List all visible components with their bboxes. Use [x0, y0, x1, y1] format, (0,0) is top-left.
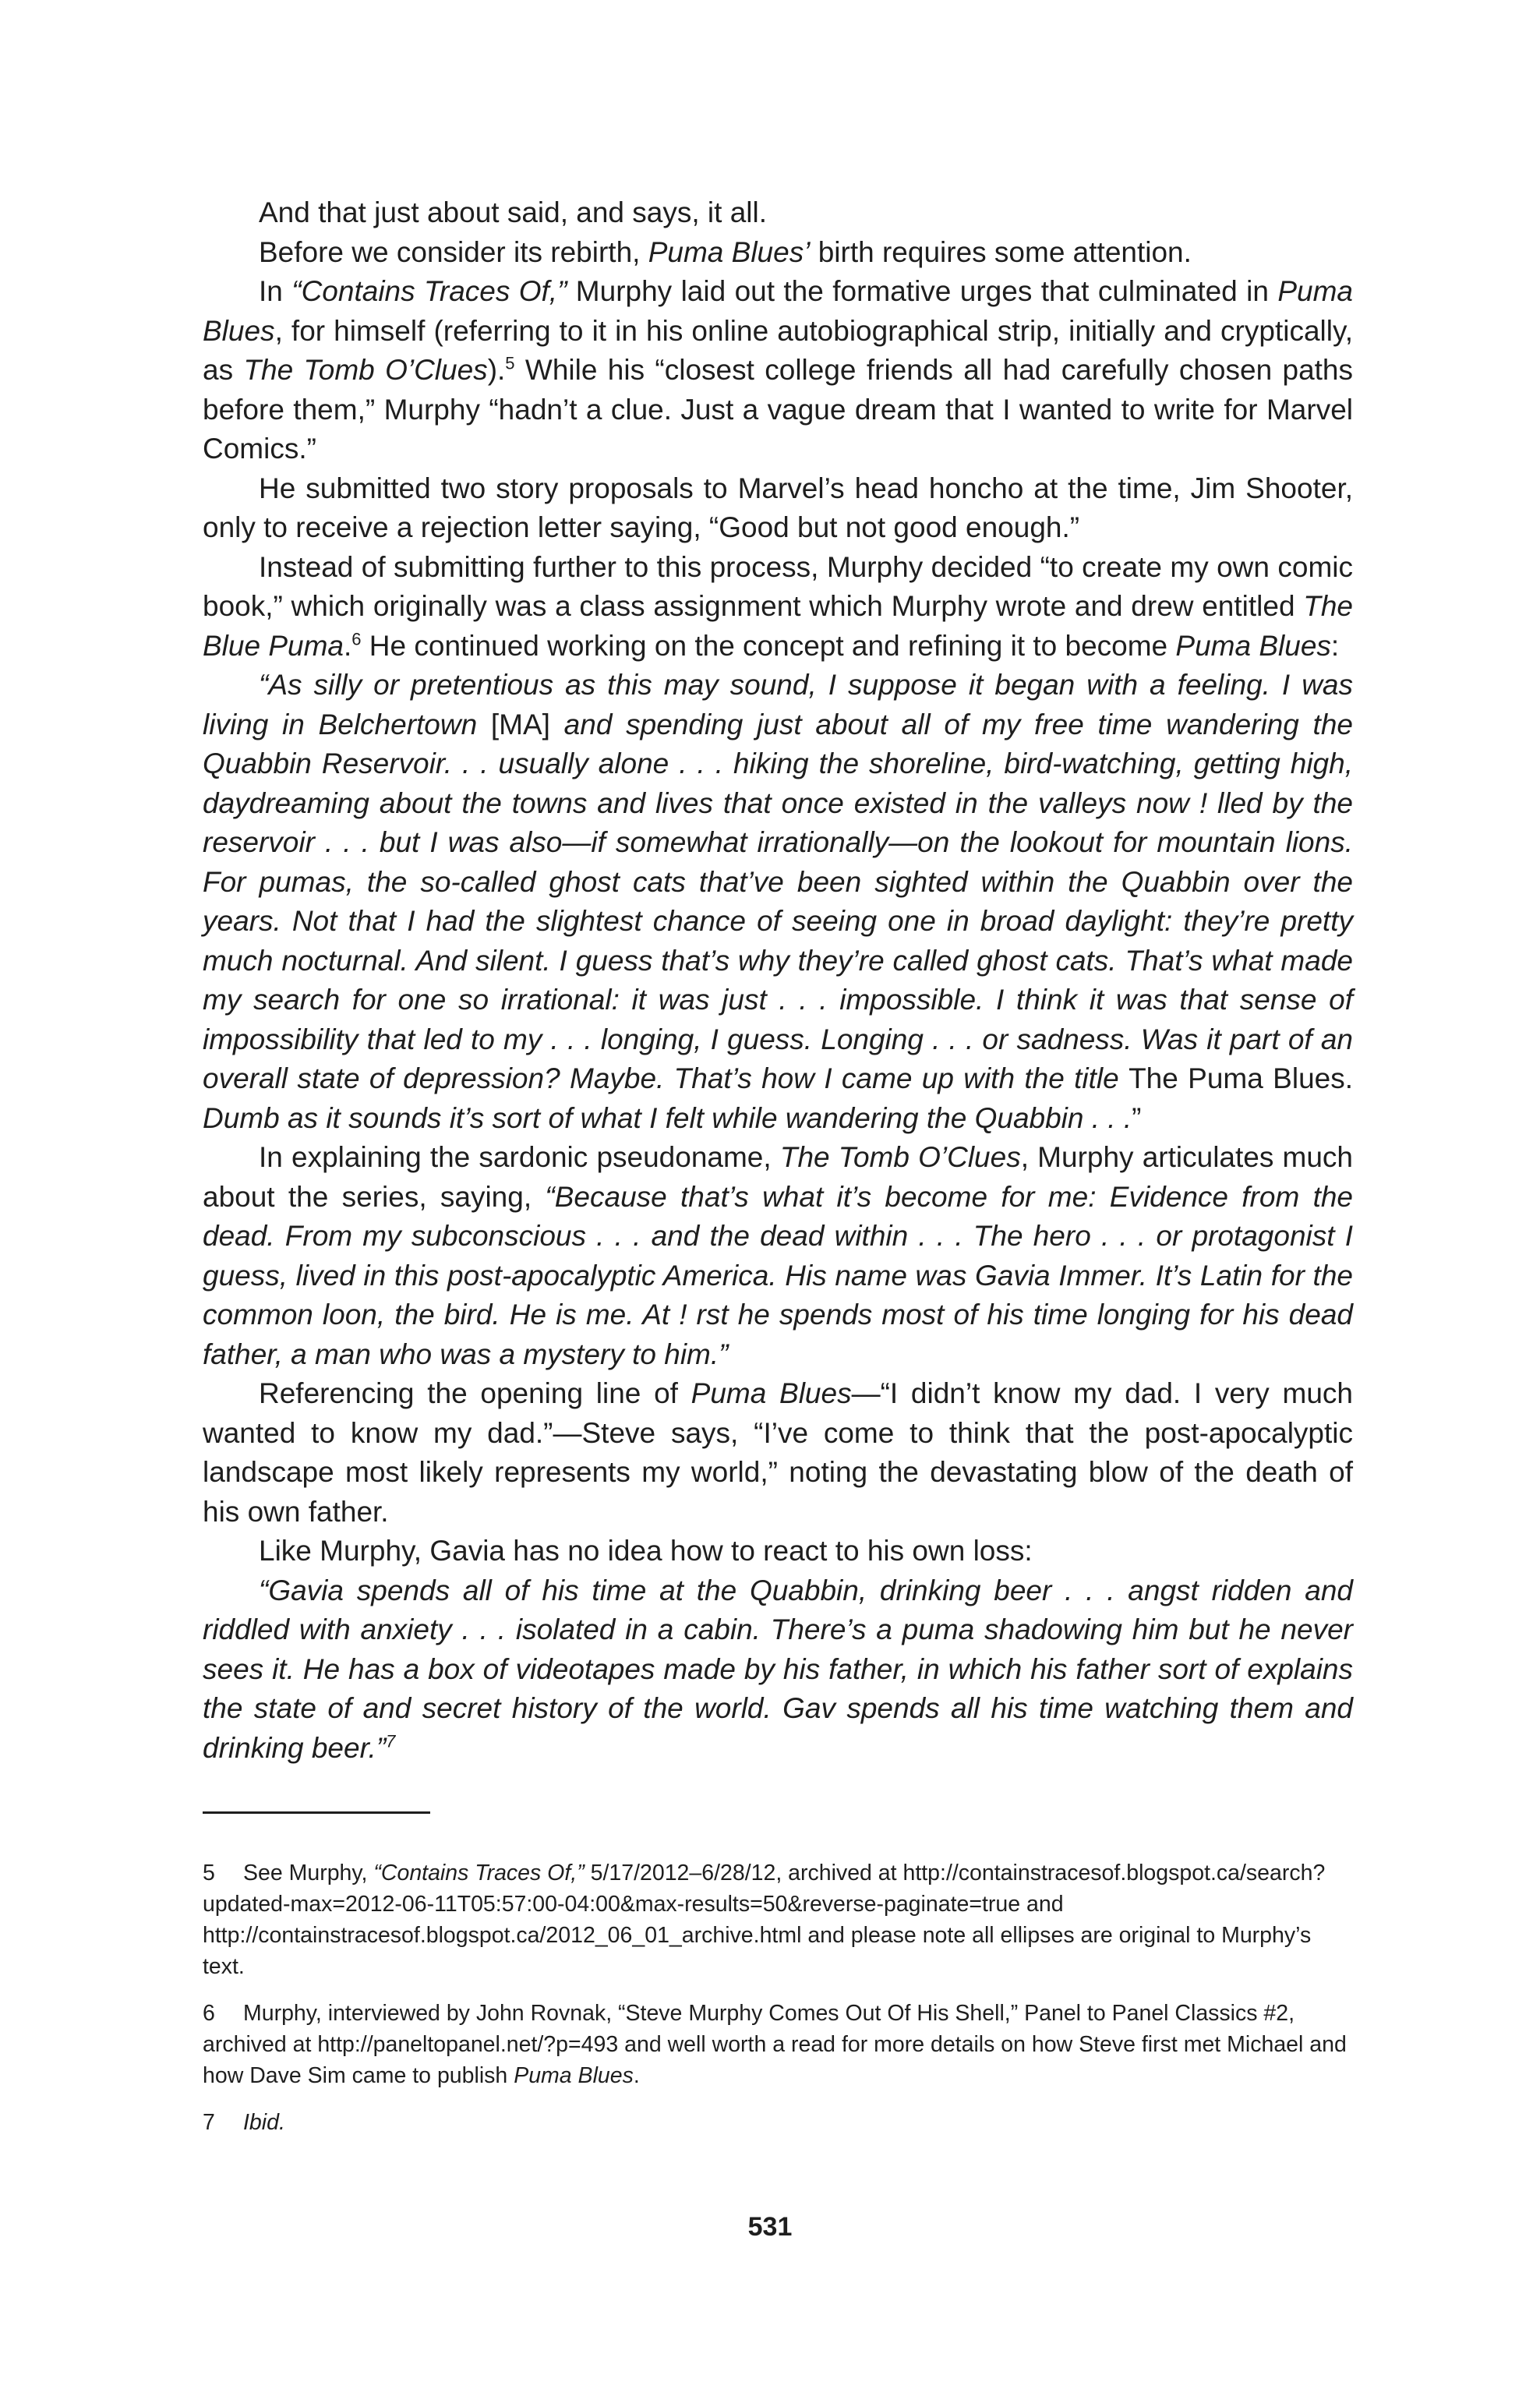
paragraph: Instead of submitting further to this process, Murphy decided “to create my own comic book,” which originally was a class assignment which Murphy wrote and drew entitled The Blue Puma.$^6$ He continued working on the concept and refining it to become Puma Blues: — [203, 550, 1353, 662]
block-quote: “As silly or pretentious as this may sound, I suppose it began with a feeling. I was living in Belchertown [MA] and spending just about all of my free time wandering the Quabbin Reservoir. . . usually alone . . . hiking the shoreline, bird-watching, getting high, daydreaming about the towns and lives that once existed in the valleys now ! lled by the reservoir . . . but I was also—if somewhat irrationally—on the lookout for mountain lions. For pumas, the so-called ghost cats that’ve been sighted within the Quabbin over the years. Not that I had the slightest chance of seeing one in broad daylight: they’re pretty much nocturnal. And silent. I guess that’s why they’re called ghost cats. That’s what made my search for one so irrational: it was just . . . impossible. I think it was that sense of impossibility that led to my . . . longing, I guess. Longing . . . or sadness. Was it part of an overall state of depression? Maybe. That’s how I came up with the title The Puma Blues. Dumb as it sounds it’s sort of what I felt while wandering the Quabbin . . .” — [203, 669, 1354, 1134]
paragraph: And that just about said, and says, it all. — [259, 196, 767, 228]
footnote-5: 5 See Murphy, “Contains Traces Of,” 5/17/2012–6/28/12, archived at http://containstracesof.blogspot.ca/search?updated-max=2012-06-11T05:57:00-04:00&max-results=50&reverse-paginate=true and http://containstracesof.blogspot.ca/2012_06_01_archive.html and please note all ellipses are original to Murphy’s text. — [203, 1857, 1353, 1982]
paragraph: Like Murphy, Gavia has no idea how to react to his own loss: — [259, 1535, 1033, 1567]
footnote-number: 5 — [203, 1861, 215, 1885]
paragraph: Referencing the opening line of Puma Blues—“I didn’t know my dad. I very much wanted to know my dad.”—Steve says, “I’ve come to think that the post-apocalyptic landscape most likely represents my world,” noting the devastating blow of the death of his own father. — [203, 1377, 1354, 1528]
paragraph: In explaining the sardonic pseudoname, The Tomb O’Clues, Murphy articulates much about the series, saying, “Because that’s what it’s become for me: Evidence from the dead. From my subconscious . . . and the dead within . . . The hero . . . or protagonist I guess, lived in this post-apocalyptic America. His name was Gavia Immer. It’s Latin for the common loon, the bird. He is me. At ! rst he spends most of his time longing for his dead father, a man who was a mystery to him.” — [203, 1141, 1353, 1370]
italic-title: “Contains Traces Of,” — [291, 275, 567, 307]
footnote-ref-6[interactable]: 6 — [351, 629, 362, 649]
footnote-6: 6 Murphy, interviewed by John Rovnak, “Steve Murphy Comes Out Of His Shell,” Panel to Panel Classics #2, archived at http://paneltopanel.net/?p=493 and well worth a read for more details on how Steve first met Michael and how Dave Sim came to publish Puma Blues. — [203, 1998, 1353, 2091]
italic-title: The Tomb O’Clues — [779, 1141, 1021, 1173]
page-body — [203, 193, 1353, 2154]
italic-quote: “Because that’s what it’s become for me: Evidence from the dead. From my subconscious . . . and the dead within . . . The hero . . . or protagonist I guess, lived in this post-apocalyptic America. His name was Gavia Immer. It’s Latin for the common loon, the bird. He is me. At ! rst he spends most of his time longing for his dead father, a man who was a mystery to him.” — [203, 1180, 1353, 1370]
footnote-number: 6 — [203, 2001, 215, 2026]
footnote-ref-7[interactable]: 7 — [386, 1731, 396, 1751]
block-quote: “Gavia spends all of his time at the Quabbin, drinking beer . . . angst ridden and riddled with anxiety . . . isolated in a cabin. There’s a puma shadowing him but he never sees it. He has a box of videotapes made by his father, in which his father sort of explains the state of and secret history of the world. Gav spends all his time watching them and drinking beer.”$^7$ — [203, 1574, 1353, 1764]
paragraph: Before we consider its rebirth, Puma Blues’ birth requires some attention. — [259, 235, 1192, 268]
footnote-number: 7 — [203, 2110, 215, 2135]
page-number: 531 — [747, 2212, 793, 2242]
italic-title: The Blue Puma — [203, 590, 1353, 662]
footnote-divider — [203, 1811, 430, 1814]
italic-title: Puma Blues — [691, 1377, 852, 1409]
footnote-7: 7 Ibid. — [203, 2107, 1353, 2138]
paragraph: He submitted two story proposals to Marvel’s head honcho at the time, Jim Shooter, only to receive a rejection letter saying, “Good but not good enough.” — [203, 472, 1353, 543]
italic-title: Puma Blues’ — [648, 235, 811, 268]
italic-title: Puma Blues — [203, 275, 1354, 347]
paragraph: In “Contains Traces Of,” Murphy laid out the formative urges that culminated in Puma Blues, for himself (referring to it in his online autobiographical strip, initially and cryptically, as The Tomb O’Clues).$^5$ While his “closest college friends all had carefully chosen paths before them,” Murphy “hadn’t a clue. Just a vague dream that I wanted to write for Marvel Comics.” — [203, 275, 1354, 465]
footnote-ref-5[interactable]: 5 — [505, 353, 515, 373]
italic-title: Puma Blues — [1175, 629, 1331, 662]
italic-title: The Tomb O’Clues — [243, 354, 488, 386]
